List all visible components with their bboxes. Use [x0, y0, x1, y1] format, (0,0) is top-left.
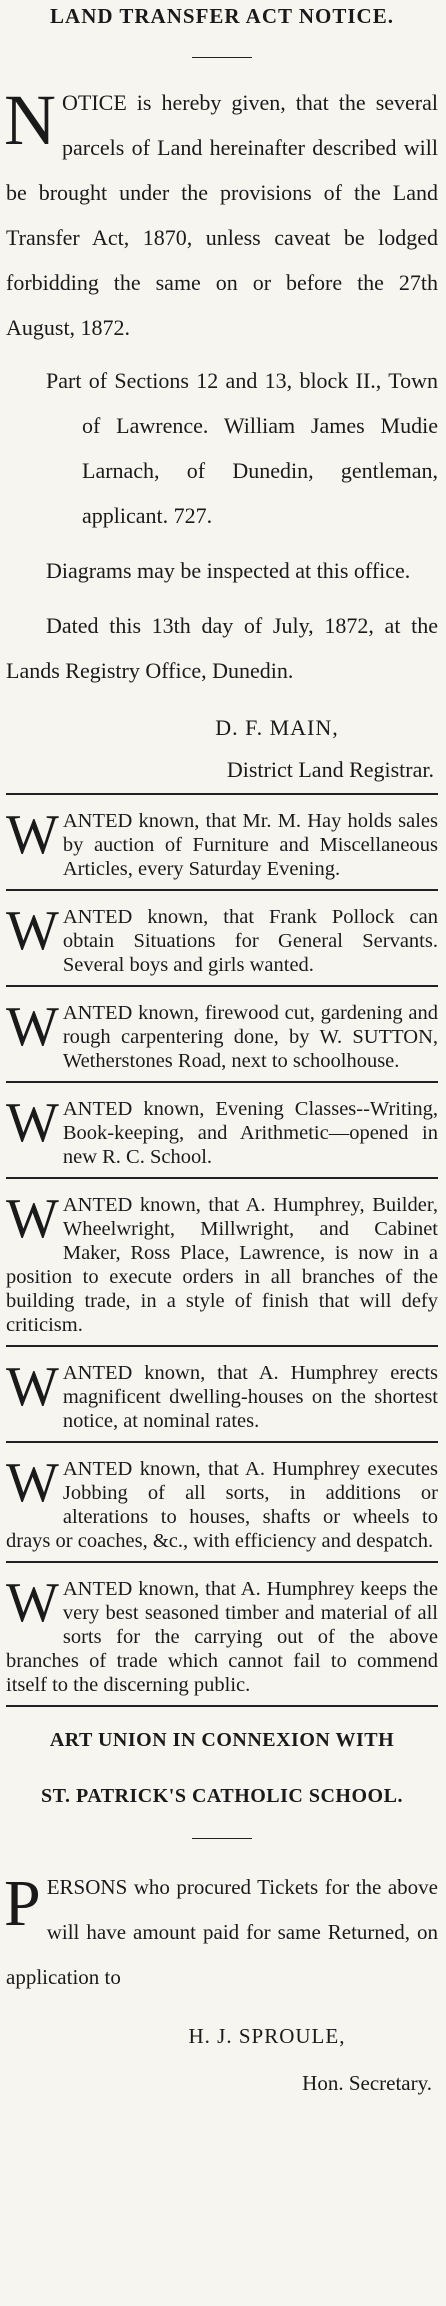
- ad-text: ANTED known, that Frank Pollock can obtain Situations for General Servants. Several boys and girls wanted.: [62, 906, 438, 976]
- ad-text: ANTED known, that A. Humphrey executes Jobbing of all sorts, in additions or alterations to houses, shafts or wheels to drays or coaches, &c., with efficiency and despatch.: [6, 1458, 438, 1552]
- ad-text: ANTED known, that A. Humphrey keeps the very best seasoned timber and material of all sorts for the carrying out of the above branches of trade which cannot fail to commend itself to the discerning public.: [6, 1578, 438, 1696]
- drop-capital: W: [6, 804, 59, 866]
- divider-rule: [192, 57, 252, 58]
- ad-text: ANTED known, Evening Classes--Writing, Book-keeping, and Arithmetic—opened in new R. C. School.: [62, 1098, 438, 1168]
- notice-body-text: OTICE is hereby given, that the several parcels of Land hereinafter described will be brought under the provisions of the Land Transfer Act, 1870, unless caveat be lodged forbidding the same on or before the 27th August, 1872.: [6, 90, 438, 340]
- drop-capital: W: [6, 1188, 59, 1250]
- newspaper-column: [0, 4, 446, 2306]
- ad-text: ANTED known, that A. Humphrey erects magnificent dwelling-houses on the shortest notice, at nominal rates.: [62, 1362, 438, 1432]
- signatory-role: Hon. Secretary.: [302, 2071, 432, 2095]
- diagrams-note: Diagrams may be inspected at this office.: [46, 558, 411, 583]
- wanted-ad: [6, 985, 438, 1081]
- dated-line: Dated this 13th day of July, 1872, at the Lands Registry Office, Dunedin.: [6, 613, 438, 683]
- notice-title: LAND TRANSFER ACT NOTICE.: [50, 4, 394, 28]
- signatory-name: D. F. MAIN,: [215, 715, 339, 740]
- art-union-body-text: ERSONS who procured Tickets for the above will have amount paid for same Returned, on application to: [6, 1875, 438, 1989]
- signatory-role: District Land Registrar.: [226, 757, 434, 782]
- signatory-name: H. J. SPROULE,: [188, 2024, 346, 2048]
- drop-capital: W: [6, 1092, 59, 1154]
- parcel-description: Part of Sections 12 and 13, block II., Town of Lawrence. William James Mudie Larnach, of Dunedin, gentleman, applicant. 727.: [46, 368, 438, 528]
- wanted-ad: [6, 1081, 438, 1177]
- wanted-ad: [6, 1561, 438, 1705]
- wanted-ad: [6, 1177, 438, 1345]
- wanted-ad: [6, 1441, 438, 1561]
- drop-capital: W: [6, 900, 59, 962]
- wanted-ad: [6, 793, 438, 889]
- art-union-subtitle: ST. PATRICK'S CATHOLIC SCHOOL.: [41, 1785, 403, 1807]
- ad-text: ANTED known, that Mr. M. Hay holds sales by auction of Furniture and Miscellaneous Articles, every Saturday Evening.: [62, 810, 438, 880]
- drop-capital: N: [4, 80, 56, 160]
- land-transfer-notice: [6, 4, 438, 783]
- divider-rule: [192, 1838, 252, 1839]
- drop-capital: P: [4, 1867, 41, 1940]
- drop-capital: W: [6, 1572, 59, 1634]
- art-union-body: [6, 1865, 438, 2000]
- drop-capital: W: [6, 1356, 59, 1418]
- art-union-title: ART UNION IN CONNEXION WITH: [6, 1705, 438, 1755]
- drop-capital: W: [6, 996, 59, 1058]
- drop-capital: W: [6, 1452, 59, 1514]
- wanted-ads: [6, 793, 438, 1705]
- ad-text: ANTED known, firewood cut, gardening and rough carpentering done, by W. SUTTON, Wetherstones Road, next to schoolhouse.: [62, 1002, 438, 1072]
- notice-body: [6, 80, 438, 350]
- wanted-ad: [6, 889, 438, 985]
- art-union-notice: [6, 1705, 438, 2096]
- ad-text: ANTED known, that A. Humphrey, Builder, Wheelwright, Millwright, and Cabinet Maker, Ross Place, Lawrence, is now in a position to execute orders in all branches of the building trade, in a style of finish that will defy criticism.: [6, 1194, 438, 1336]
- wanted-ad: [6, 1345, 438, 1441]
